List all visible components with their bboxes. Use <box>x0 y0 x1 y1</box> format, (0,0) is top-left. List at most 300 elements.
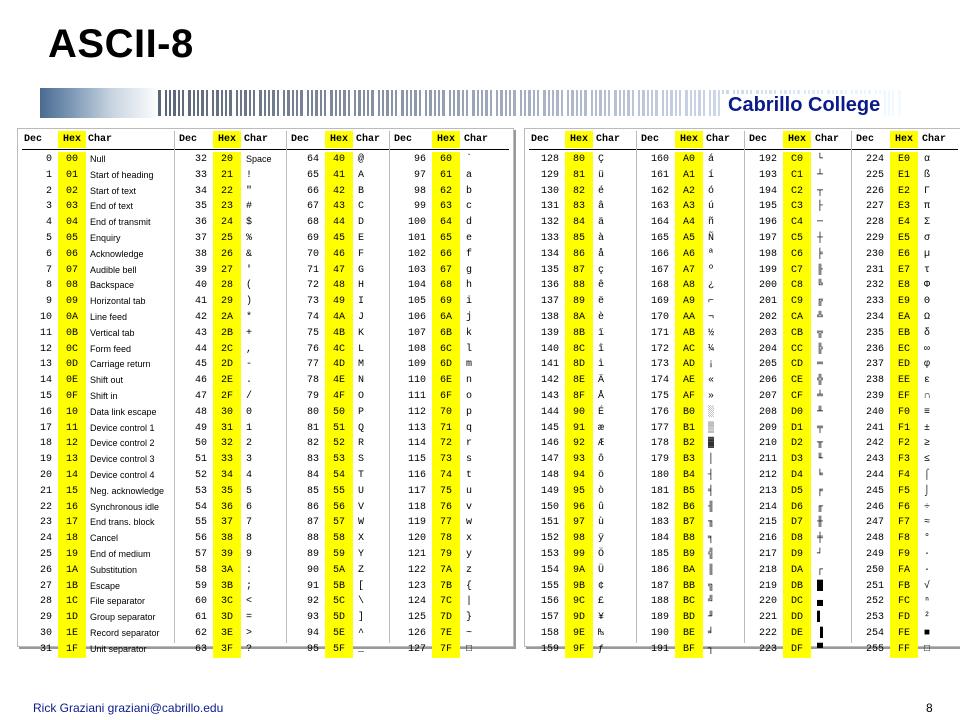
hex-value: 09 <box>58 294 86 310</box>
hex-value: 01 <box>58 168 86 184</box>
hex-value: BD <box>675 610 703 626</box>
char-value: ° <box>924 533 931 545</box>
char-value: Φ <box>924 280 931 292</box>
hex-value: 70 <box>432 405 460 421</box>
char-value: è <box>598 312 605 323</box>
char-value: Vertical tab <box>90 327 135 338</box>
char-value: ¿ <box>708 280 715 292</box>
hex-value: C3 <box>783 199 811 215</box>
dec-value: 246 <box>865 501 884 513</box>
char-value: Escape <box>90 580 121 591</box>
hex-value: EA <box>890 310 918 326</box>
char-value: ⁿ <box>924 596 931 608</box>
dec-value: 121 <box>407 549 426 560</box>
dec-value: 64 <box>306 154 319 165</box>
char-header: Char <box>244 134 269 145</box>
hex-value: 02 <box>58 184 86 200</box>
hex-value: 9A <box>565 563 593 579</box>
char-value: Device control 4 <box>90 470 155 480</box>
char-value: ▌ <box>817 612 824 624</box>
dec-value: 229 <box>865 233 884 244</box>
dec-value: 48 <box>194 406 207 418</box>
char-value: ╤ <box>817 422 824 434</box>
char-value: ¢ <box>598 580 605 592</box>
char-value: ⌐ <box>708 296 715 308</box>
dec-value: 61 <box>194 612 207 624</box>
dec-value: 128 <box>540 154 559 165</box>
hex-value: 54 <box>325 468 353 484</box>
dec-value: 110 <box>407 375 426 387</box>
dec-value: 223 <box>758 643 777 655</box>
dec-value: 70 <box>306 248 319 260</box>
hex-value: F5 <box>890 484 918 500</box>
char-value: ⌡ <box>924 485 931 497</box>
dec-value: 96 <box>413 154 426 165</box>
dec-value: 39 <box>194 264 207 276</box>
column-divider <box>174 131 175 643</box>
dec-value: 83 <box>306 454 319 466</box>
dec-value: 226 <box>865 185 884 197</box>
hex-value: 7A <box>432 563 460 579</box>
hex-value: 21 <box>213 168 241 184</box>
char-value: Ü <box>598 564 605 576</box>
char-header: Char <box>815 134 840 145</box>
hex-value: 61 <box>432 168 460 184</box>
hex-value: D5 <box>783 484 811 500</box>
char-value: ≈ <box>924 517 931 529</box>
char-value: ö <box>598 470 605 481</box>
char-value: å <box>598 248 605 260</box>
dec-value: 138 <box>540 312 559 323</box>
dec-value: 236 <box>865 343 884 355</box>
hex-header: Hex <box>325 131 353 148</box>
char-value: ▀ <box>817 643 824 655</box>
char-value: \ <box>358 596 365 608</box>
dec-value: 186 <box>650 564 669 576</box>
char-value: ╟ <box>817 264 824 276</box>
hex-header: Hex <box>675 131 703 148</box>
dec-value: 50 <box>194 438 207 450</box>
char-value: ï <box>598 327 605 339</box>
hex-value: 41 <box>325 168 353 184</box>
char-value: f <box>466 248 473 260</box>
char-value: o <box>466 391 473 402</box>
char-value: â <box>598 201 605 213</box>
char-value: α <box>924 154 931 165</box>
hex-value: 3F <box>213 642 241 658</box>
dec-value: 109 <box>407 359 426 371</box>
header-rule <box>22 149 509 150</box>
hex-value: 74 <box>432 468 460 484</box>
char-value: ≥ <box>924 438 931 450</box>
dec-value: 238 <box>865 375 884 387</box>
char-value: □ <box>924 643 931 655</box>
dec-value: 203 <box>758 327 777 339</box>
hex-value: CA <box>783 310 811 326</box>
hex-value: 45 <box>325 231 353 247</box>
hex-value: 2C <box>213 342 241 358</box>
dec-value: 206 <box>758 375 777 387</box>
dec-value: 100 <box>407 217 426 229</box>
dec-header: Dec <box>291 134 310 145</box>
hex-value: 1B <box>58 579 86 595</box>
dec-value: 4 <box>45 217 52 229</box>
dec-value: 158 <box>540 628 559 639</box>
hex-value: E8 <box>890 278 918 294</box>
dec-value: 34 <box>194 185 207 197</box>
char-value: M <box>358 359 365 371</box>
char-header: Char <box>596 134 621 145</box>
char-value: k <box>466 327 473 339</box>
hex-value: 4B <box>325 326 353 342</box>
hex-value: 0D <box>58 357 86 373</box>
hex-value: 90 <box>565 405 593 421</box>
hex-value: E5 <box>890 231 918 247</box>
char-value: á <box>708 154 715 165</box>
footer-author: Rick Graziani graziani@cabrillo.edu <box>33 701 224 715</box>
hex-value: A1 <box>675 168 703 184</box>
hex-value: 67 <box>432 263 460 279</box>
hex-value: F8 <box>890 531 918 547</box>
dec-value: 188 <box>650 596 669 608</box>
dec-value: 18 <box>39 438 52 450</box>
char-value: ■ <box>924 628 931 639</box>
dec-value: 136 <box>540 280 559 292</box>
char-value: ä <box>598 217 605 229</box>
char-value: · <box>924 564 931 576</box>
dec-value: 235 <box>865 327 884 339</box>
char-value: Shift in <box>90 391 118 401</box>
char-value: ╬ <box>817 375 824 387</box>
hex-value: 6E <box>432 373 460 389</box>
dec-value: 90 <box>306 564 319 576</box>
dec-value: 159 <box>540 643 559 655</box>
hex-value: 6A <box>432 310 460 326</box>
dec-value: 251 <box>865 580 884 592</box>
hex-value: D7 <box>783 515 811 531</box>
dec-value: 245 <box>865 485 884 497</box>
hex-value: 78 <box>432 531 460 547</box>
dec-value: 38 <box>194 248 207 260</box>
hex-value: B2 <box>675 436 703 452</box>
dec-value: 207 <box>758 391 777 402</box>
dec-value: 35 <box>194 201 207 213</box>
char-value: √ <box>924 580 931 592</box>
hex-value: F4 <box>890 468 918 484</box>
char-value: ┤ <box>708 470 715 481</box>
dec-value: 32 <box>194 154 207 165</box>
hex-value: 94 <box>565 468 593 484</box>
char-value: Y <box>358 549 365 560</box>
hex-value: ED <box>890 357 918 373</box>
char-value: ε <box>924 375 931 387</box>
char-value: . <box>246 375 253 387</box>
hex-value: DB <box>783 579 811 595</box>
hex-value: 66 <box>432 247 460 263</box>
hex-value: 80 <box>565 152 593 168</box>
char-value: ╔ <box>817 296 824 308</box>
char-value: # <box>246 201 253 213</box>
dec-value: 230 <box>865 248 884 260</box>
dec-value: 29 <box>39 612 52 624</box>
dec-value: 114 <box>407 438 426 450</box>
dec-value: 254 <box>865 628 884 639</box>
hex-value: 11 <box>58 421 86 437</box>
char-value: Device control 3 <box>90 454 155 465</box>
char-value: ╝ <box>708 596 715 608</box>
char-value: ∙ <box>924 549 931 560</box>
dec-value: 60 <box>194 596 207 608</box>
hex-value: 0E <box>58 373 86 389</box>
char-value: ╫ <box>817 517 824 529</box>
char-value: O <box>358 391 365 402</box>
hex-value: 07 <box>58 263 86 279</box>
hex-value: F3 <box>890 452 918 468</box>
char-value: > <box>246 628 253 639</box>
dec-value: 216 <box>758 533 777 545</box>
hex-value: AE <box>675 373 703 389</box>
dec-value: 129 <box>540 169 559 181</box>
char-value: File separator <box>90 596 146 607</box>
dec-value: 233 <box>865 296 884 308</box>
dec-value: 161 <box>650 169 669 181</box>
dec-value: 244 <box>865 470 884 481</box>
dec-value: 71 <box>306 264 319 276</box>
dec-value: 249 <box>865 549 884 560</box>
hex-value: 04 <box>58 215 86 231</box>
dec-value: 53 <box>194 485 207 497</box>
dec-value: 93 <box>306 612 319 624</box>
hex-value: EB <box>890 326 918 342</box>
char-value: æ <box>598 422 605 434</box>
char-value: e <box>466 233 473 244</box>
hex-value: CE <box>783 373 811 389</box>
char-value: } <box>466 612 473 624</box>
char-value: d <box>466 217 473 229</box>
hex-value: 87 <box>565 263 593 279</box>
dec-value: 192 <box>758 154 777 165</box>
hex-value: 7D <box>432 610 460 626</box>
dec-value: 250 <box>865 564 884 576</box>
char-value: I <box>358 296 365 308</box>
char-value: Device control 2 <box>90 438 155 449</box>
dec-value: 214 <box>758 501 777 513</box>
char-value: ╨ <box>817 406 824 418</box>
char-value: à <box>598 233 605 244</box>
hex-value: C4 <box>783 215 811 231</box>
hex-value: E7 <box>890 263 918 279</box>
hex-value: FA <box>890 563 918 579</box>
hex-value: 88 <box>565 278 593 294</box>
char-value: W <box>358 517 365 529</box>
dec-value: 228 <box>865 217 884 229</box>
dec-value: 115 <box>407 454 426 466</box>
dec-value: 92 <box>306 596 319 608</box>
hex-value: 35 <box>213 484 241 500</box>
hex-value: C8 <box>783 278 811 294</box>
hex-value: 2D <box>213 357 241 373</box>
hex-value: 3B <box>213 579 241 595</box>
char-value: ═ <box>817 359 824 371</box>
char-value: , <box>246 343 253 355</box>
dec-value: 225 <box>865 169 884 181</box>
hex-value: 6C <box>432 342 460 358</box>
char-value: ; <box>246 580 253 592</box>
char-value: u <box>466 485 473 497</box>
char-value: û <box>598 501 605 513</box>
dec-value: 179 <box>650 454 669 466</box>
dec-value: 77 <box>306 359 319 371</box>
char-value: End trans. block <box>90 517 155 528</box>
char-value: U <box>358 485 365 497</box>
char-value: Q <box>358 422 365 434</box>
dec-value: 148 <box>540 470 559 481</box>
dec-value: 111 <box>407 391 426 402</box>
char-value: X <box>358 533 365 545</box>
dec-value: 133 <box>540 233 559 244</box>
dec-value: 247 <box>865 517 884 529</box>
hex-value: 48 <box>325 278 353 294</box>
hex-value: F7 <box>890 515 918 531</box>
char-value: ▐ <box>817 628 824 639</box>
hex-value: 83 <box>565 199 593 215</box>
hex-header: Hex <box>58 131 86 148</box>
char-value: Γ <box>924 185 931 197</box>
hex-value: 00 <box>58 152 86 168</box>
char-header: Char <box>88 134 113 145</box>
char-value: π <box>924 201 931 213</box>
hex-value: 18 <box>58 531 86 547</box>
char-value: ╓ <box>817 501 824 513</box>
dec-value: 65 <box>306 169 319 181</box>
hex-value: 7C <box>432 594 460 610</box>
char-value: % <box>246 233 253 244</box>
hex-value: A6 <box>675 247 703 263</box>
dec-value: 27 <box>39 580 52 592</box>
dec-value: 157 <box>540 612 559 624</box>
char-value: ┐ <box>708 643 715 655</box>
char-value: ╜ <box>708 612 715 624</box>
dec-value: 194 <box>758 185 777 197</box>
dec-value: 12 <box>39 343 52 355</box>
hex-value: 5D <box>325 610 353 626</box>
char-value: End of text <box>90 201 134 212</box>
char-value: └ <box>817 154 824 165</box>
char-value: ╛ <box>708 628 715 639</box>
hex-value: AD <box>675 357 703 373</box>
dec-value: 23 <box>39 517 52 529</box>
dec-value: 80 <box>306 406 319 418</box>
dec-value: 117 <box>407 485 426 497</box>
hex-value: B5 <box>675 484 703 500</box>
dec-value: 89 <box>306 549 319 560</box>
char-value: │ <box>708 454 715 466</box>
char-value: r <box>466 438 473 450</box>
hex-value: 85 <box>565 231 593 247</box>
hex-value: DA <box>783 563 811 579</box>
dec-value: 41 <box>194 296 207 308</box>
char-value: º <box>708 264 715 276</box>
char-value: _ <box>358 643 365 655</box>
dec-value: 56 <box>194 533 207 545</box>
hex-value: 79 <box>432 547 460 563</box>
hex-value: D2 <box>783 436 811 452</box>
dec-value: 241 <box>865 422 884 434</box>
char-value: b <box>466 185 473 197</box>
hex-value: 4E <box>325 373 353 389</box>
dec-value: 154 <box>540 564 559 576</box>
hex-value: F9 <box>890 547 918 563</box>
dec-value: 123 <box>407 580 426 592</box>
dec-value: 122 <box>407 564 426 576</box>
dec-value: 142 <box>540 375 559 387</box>
hex-value: 4F <box>325 389 353 405</box>
dec-value: 248 <box>865 533 884 545</box>
hex-value: FC <box>890 594 918 610</box>
char-value: ) <box>246 296 253 308</box>
char-value: Ä <box>598 375 605 387</box>
char-value: ├ <box>817 201 824 213</box>
dec-value: 232 <box>865 280 884 292</box>
char-value: 2 <box>246 438 253 450</box>
hex-value: EC <box>890 342 918 358</box>
hex-value: 13 <box>58 452 86 468</box>
dec-value: 43 <box>194 327 207 339</box>
char-value: ç <box>598 264 605 276</box>
char-value: Space <box>246 154 272 164</box>
dec-value: 146 <box>540 438 559 450</box>
char-value: ½ <box>708 327 715 339</box>
dec-value: 46 <box>194 375 207 387</box>
dec-header: Dec <box>856 134 875 145</box>
char-value: ≤ <box>924 454 931 466</box>
char-value: Data link escape <box>90 406 157 417</box>
char-value: ∩ <box>924 391 931 402</box>
char-value: ò <box>598 485 605 497</box>
char-value: ú <box>708 201 715 213</box>
dec-value: 178 <box>650 438 669 450</box>
char-value: A <box>358 169 365 181</box>
hex-value: 2F <box>213 389 241 405</box>
dec-value: 105 <box>407 296 426 308</box>
dec-value: 134 <box>540 248 559 260</box>
dec-value: 97 <box>413 169 426 181</box>
hex-value: 30 <box>213 405 241 421</box>
char-value: = <box>246 612 253 624</box>
char-value: Ñ <box>708 233 715 244</box>
hex-value: 2B <box>213 326 241 342</box>
hex-value: A7 <box>675 263 703 279</box>
char-value: ± <box>924 422 931 434</box>
dec-value: 7 <box>45 264 52 276</box>
dec-value: 200 <box>758 280 777 292</box>
hex-value: D4 <box>783 468 811 484</box>
char-value: ▄ <box>817 596 824 608</box>
dec-value: 14 <box>39 375 52 387</box>
char-value: ~ <box>466 628 473 639</box>
char-value: ƒ <box>598 643 605 655</box>
hex-value: 56 <box>325 500 353 516</box>
hex-value: B6 <box>675 500 703 516</box>
dec-value: 42 <box>194 312 207 323</box>
dec-value: 201 <box>758 296 777 308</box>
char-value: ─ <box>817 217 824 229</box>
dec-value: 197 <box>758 233 777 244</box>
dec-value: 169 <box>650 296 669 308</box>
char-value: n <box>466 375 473 387</box>
char-value: R <box>358 438 365 450</box>
hex-value: A4 <box>675 215 703 231</box>
